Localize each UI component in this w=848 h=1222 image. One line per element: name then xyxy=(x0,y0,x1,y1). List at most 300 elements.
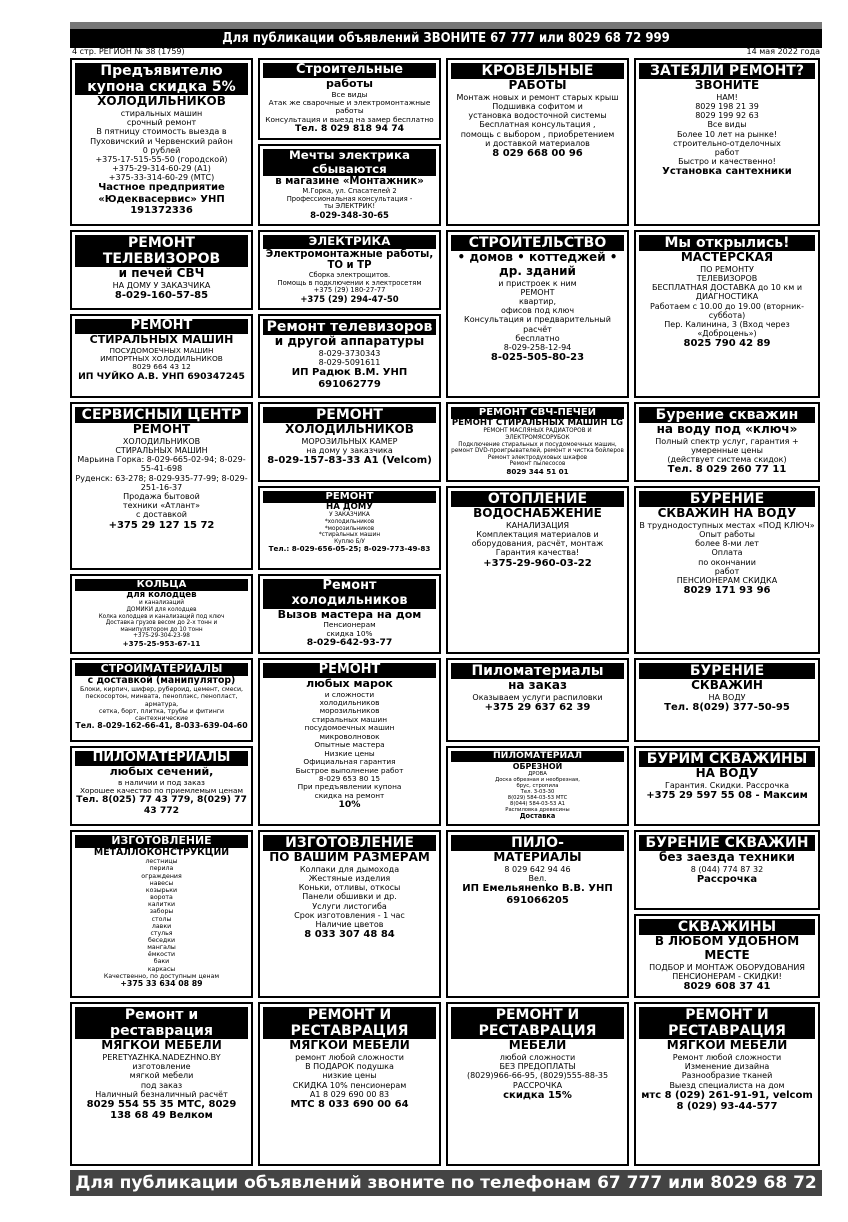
ad-line: ДОМИКИ для колодцев xyxy=(126,607,197,613)
ad-line: РЕМОНТ xyxy=(520,287,555,297)
ad-line: +375 29 127 15 72 xyxy=(108,519,215,531)
ad-line: КРОВЕЛЬНЫЕ xyxy=(451,63,624,79)
ad-line: БЕЗ ПРЕДОПЛАТЫ xyxy=(499,1062,576,1072)
ad-line: Предъявителю купона скидка 5% xyxy=(75,63,248,95)
ad-line: НА ДОМУ xyxy=(326,501,373,512)
ad-line: Ремонт любой сложности xyxy=(672,1052,782,1062)
ad-line: МЕТАЛЛОКОНСТРУКЦИЙ xyxy=(93,846,230,858)
ad-line: СКВАЖИНЫ xyxy=(639,919,815,935)
ad-line: и сложности xyxy=(324,689,375,699)
ad-line: пескосортон, минвата, пеноплэкс, пенопласт, арматура, xyxy=(85,693,238,708)
ad-line: ПЕНСИОНЕРАМ - СКИДКИ! xyxy=(672,971,782,981)
ad-line: козырьки xyxy=(145,886,178,894)
ad-line: СТИРАЛЬНЫХ МАШИН xyxy=(115,446,208,456)
ad-line: Все виды xyxy=(331,89,368,99)
ad-line: БУРЕНИЕ СКВАЖИН xyxy=(639,835,815,851)
ad-line: Гарантия качества! xyxy=(495,548,580,558)
ad-line: РЕМОНТ И РЕСТАВРАЦИЯ xyxy=(451,1007,624,1039)
ad-line: Выезд специалиста на дом xyxy=(669,1080,785,1090)
ad-line: Ремонт холодильников xyxy=(263,579,436,609)
advertisement xyxy=(258,574,441,654)
ad-line: ворота xyxy=(150,894,173,902)
ad-line: Оказываем услуги распиловки xyxy=(472,692,603,702)
ad-line: КОЛЬЦА xyxy=(75,579,248,591)
ad-line: 8-029 653 80 15 xyxy=(318,774,381,784)
ad-line: 8025 790 42 89 xyxy=(683,338,771,350)
ad-line: ИП Емельянenko В.В. УНП 691066205 xyxy=(462,883,613,906)
ad-line: ОТОПЛЕНИЕ xyxy=(451,491,624,507)
ad-line: 8-029-157-83-33 А1 (Velcom) xyxy=(267,455,432,467)
ad-line: РЕМОНТ xyxy=(263,663,436,678)
ad-line: +375-17-515-55-50 (городской) xyxy=(95,154,228,164)
ad-line: 8-029-258-12-94 xyxy=(503,343,572,352)
advertisement xyxy=(258,58,441,140)
ad-line: Профессиональная консультация - xyxy=(286,194,413,203)
ad-line: ПИЛОМАТЕРИАЛЫ xyxy=(75,751,248,766)
ad-line: ХОЛОДИЛЬНИКОВ xyxy=(97,94,226,109)
ad-line: РЕМОНТ xyxy=(263,491,436,503)
ad-line: Комплектация материалов и xyxy=(476,530,599,540)
ad-line: срочный ремонт xyxy=(126,118,197,128)
ad-line: СТРОЙМАТЕРИАЛЫ xyxy=(75,663,248,676)
ad-line: Ремонт и реставрация xyxy=(75,1007,248,1039)
ad-line: офисов под ключ xyxy=(500,306,575,316)
ad-line: РЕМОНТ xyxy=(75,319,248,334)
ad-line: Мечты электрика сбываются xyxy=(263,149,436,176)
ad-line: Услуги листогиба xyxy=(312,901,387,911)
ad-line: • домов • коттеджей • др. зданий xyxy=(457,250,618,278)
ad-line: Помощь в подключении к электросетям xyxy=(277,278,422,287)
ad-line: КАНАЛИЗАЦИЯ xyxy=(506,520,569,530)
ad-line: Куплю Б/У xyxy=(334,538,365,545)
ad-line: мтс 8 (029) 261-91-91, velcom 8 (029) 93-44-577 xyxy=(641,1089,813,1113)
ad-line: СКВАЖИН НА ВОДУ xyxy=(657,506,797,521)
ad-line: РЕМОНТ И РЕСТАВРАЦИЯ xyxy=(263,1007,436,1039)
advertisement xyxy=(258,658,441,826)
ad-line: Гарантия. Скидки. Рассрочка xyxy=(665,780,789,790)
ad-line: стиральных машин xyxy=(120,108,203,118)
advertisement xyxy=(446,746,629,826)
ad-line: 0 рублей xyxy=(142,145,181,155)
ad-line: ИП ЧУЙКО А.В. УНП 690347245 xyxy=(78,370,245,382)
ad-line: 8029 199 92 63 xyxy=(695,111,759,121)
advertisement xyxy=(258,314,441,398)
ad-line: на воду под «ключ» xyxy=(656,422,798,437)
ad-line: любых марок xyxy=(306,676,393,690)
ad-line: +375 29 637 62 39 xyxy=(484,702,591,714)
ad-line: Тел. 8(025) 77 43 779, 8(029) 77 43 772 xyxy=(76,794,247,816)
ad-line: СТРОИТЕЛЬСТВО xyxy=(451,235,624,251)
ad-line: работ xyxy=(714,566,740,576)
ad-line: (8029)966-66-95, (8029)555-88-35 xyxy=(466,1071,609,1081)
ad-line: СТИРАЛЬНЫХ МАШИН xyxy=(89,332,234,346)
advertisement xyxy=(70,230,253,310)
ad-line: Подшивка софитом и xyxy=(492,102,583,112)
ad-line: мангалы xyxy=(147,944,176,952)
advertisement xyxy=(70,658,253,742)
ad-line: +375 33 634 08 89 xyxy=(120,978,203,988)
ad-line: 8-029-5091611 xyxy=(318,358,381,368)
ad-line: РАССРОЧКА xyxy=(512,1080,563,1090)
ad-line: Работаем с 10.00 до 19.00 (вторник-суббота) xyxy=(649,301,805,320)
advertisement xyxy=(446,58,629,226)
ad-line: Опыт работы xyxy=(699,530,755,540)
ad-line: 8(029) 584-03-53 МТС xyxy=(507,794,568,801)
ad-line: ПИЛО- xyxy=(451,835,624,851)
ad-line: PERETYAZHKA.NADEZHNO.BY xyxy=(102,1052,221,1062)
ad-line: МОРОЗИЛЬНЫХ КАМЕР xyxy=(301,436,398,446)
ad-line: ИП Радюк В.М. УНП 691062779 xyxy=(291,367,408,390)
ad-line: РЕМОНТ СТИРАЛЬНЫХ МАШИН LG xyxy=(451,417,624,428)
ad-line: БЕСПЛАТНАЯ ДОСТАВКА до 10 км и ДИАГНОСТИКА xyxy=(651,283,803,302)
ad-line: Полный спектр услуг, гарантия + умеренные цены xyxy=(655,436,799,456)
ad-line: ИЗГОТОВЛЕНИЕ xyxy=(263,835,436,851)
ad-line: 8(044) 584-03-53 А1 xyxy=(509,800,566,807)
advertisement xyxy=(258,1002,441,1166)
ad-line: У ЗАКАЗЧИКА xyxy=(329,512,370,519)
advertisement xyxy=(70,402,253,570)
ad-line: Пер. Калинина, 3 (Вход через «Добрoцень») xyxy=(664,320,790,339)
ad-line: ВОДОСНАБЖЕНИЕ xyxy=(473,506,602,521)
ad-line: Бурение скважин xyxy=(639,407,815,423)
ad-line: НА ВОДУ xyxy=(695,766,759,781)
ad-line: ограждения xyxy=(141,872,182,880)
ad-line: работ xyxy=(714,148,740,158)
ad-line: с доставкой (манипулятор) xyxy=(87,674,236,686)
advertisement xyxy=(634,746,820,826)
advertisement xyxy=(446,230,629,398)
ad-line: столы xyxy=(151,915,172,923)
ad-line: СКВАЖИН xyxy=(691,678,763,693)
ad-line: Марьина Горка: 8-029-665-02-94; 8-029-55-41-698 xyxy=(77,455,246,474)
ad-line: *морозильников xyxy=(324,525,375,532)
ad-line: Колпаки для дымохода xyxy=(299,864,400,874)
ad-line: 8029 664 43 12 xyxy=(132,362,191,372)
ad-line: Ремонт электродуховых шкафов xyxy=(487,454,588,461)
advertisement xyxy=(634,486,820,654)
advertisement xyxy=(634,402,820,482)
ad-line: Тел. 8 029 818 94 74 xyxy=(294,123,405,135)
ad-line: 10% xyxy=(338,799,361,811)
ad-line: Низкие цены xyxy=(324,748,375,758)
ad-line: 8-029-348-30-65 xyxy=(310,210,389,221)
ad-line: скидка 10% xyxy=(326,628,373,638)
ad-line: 8-025-505-80-23 xyxy=(490,352,585,364)
ad-line: любой сложности xyxy=(499,1052,576,1062)
advertisement xyxy=(258,230,441,310)
ad-line: и печей СВЧ xyxy=(118,266,205,281)
ad-line: Пенсионерам xyxy=(323,620,376,630)
ad-line: Хорошее качество по приемлемым ценам xyxy=(79,785,244,795)
ad-line: ПО РЕМОНТУ xyxy=(700,264,754,274)
ad-line: перила xyxy=(149,865,174,873)
ad-line: МЯГКОЙ МЕБЕЛИ xyxy=(289,1038,410,1053)
ad-line: более 8-ми лет xyxy=(695,539,759,549)
ad-line: ЭЛЕКТРИКА xyxy=(263,235,436,249)
ad-line: беседки xyxy=(147,936,175,944)
ad-line: манипулятором до 10 тонн xyxy=(120,626,203,633)
advertisement xyxy=(446,402,629,482)
ad-line: Монтаж новых и ремонт старых крыш xyxy=(456,92,619,102)
ad-line: МЯГКОЙ МЕБЕЛИ xyxy=(101,1038,222,1053)
ad-line: 8 033 307 48 84 xyxy=(304,929,395,941)
ad-line: Тел. 8(029) 377-50-95 xyxy=(664,702,790,714)
ad-line: Тел. 8 029 260 77 11 xyxy=(667,464,787,476)
advertisement xyxy=(258,830,441,998)
ad-line: БУРИМ СКВАЖИНЫ xyxy=(639,751,815,767)
ad-line: А1 8 029 690 00 83 xyxy=(309,1089,390,1099)
ad-line: изготовление xyxy=(132,1062,191,1072)
ad-line: на дому у заказчика xyxy=(306,446,393,456)
ad-line: Мы открылись! xyxy=(639,235,815,251)
ad-line: каркасы xyxy=(147,965,176,973)
ad-line: РАБОТЫ xyxy=(508,78,567,93)
ad-line: холодильников xyxy=(319,697,380,707)
ad-line: *холодильников xyxy=(324,519,375,525)
advertisement xyxy=(446,1002,629,1166)
ad-line: Доставка xyxy=(519,812,556,821)
ad-line: ПЕНСИОНЕРАМ СКИДКА xyxy=(676,576,778,586)
ad-line: без заезда техники xyxy=(659,850,795,865)
ad-line: Вел. xyxy=(528,874,547,884)
ad-line: Колка колодцев и канализаций под ключ xyxy=(98,613,225,620)
ad-line: +375-29-960-03-22 xyxy=(483,557,592,569)
ad-line: 8029 608 37 41 xyxy=(683,981,771,993)
ad-line: В ПОДАРОК подушка xyxy=(305,1062,394,1072)
ad-line: техники «Атлант» xyxy=(122,501,201,511)
ad-line: 8 029 642 94 46 xyxy=(504,864,571,874)
ad-line: ОБРЕЗНОЙ xyxy=(512,761,563,771)
ad-line: мягкой мебели xyxy=(129,1071,194,1081)
ad-line: брус, стропила xyxy=(516,782,559,789)
ad-line: Продажа бытовой xyxy=(123,492,200,502)
ad-line: Жестяные изделия xyxy=(308,874,391,884)
ad-line: Официальная гарантия xyxy=(303,757,396,767)
header-banner: Для публикации объявлений ЗВОНИТЕ 67 777 или 8029 68 72 999 xyxy=(70,29,822,48)
ad-line: РЕМОНТ xyxy=(132,422,191,437)
ad-line: и канализаций xyxy=(139,600,184,607)
ad-line: Доска обрезная и необрезная, xyxy=(495,776,580,783)
ad-line: Атак же сварочные и электромонтажные работы xyxy=(268,97,431,116)
ad-line: +375 29 597 55 08 - Максим xyxy=(646,790,808,802)
ad-line: НА ДОМУ У ЗАКАЗЧИКА xyxy=(112,280,211,290)
ad-line: СЕРВИСНЫЙ ЦЕНТР xyxy=(75,407,248,423)
ad-line: Частное предприятие «Юдеквасервис» УНП 191372336 xyxy=(98,182,225,217)
ad-line: Консультация и выезд на замер бесплатно xyxy=(265,114,434,124)
ad-line: ПОСУДОМОЕЧНЫХ МАШИН xyxy=(109,345,214,355)
ad-line: оборудования, расчёт, монтаж xyxy=(471,539,604,549)
advertisement xyxy=(70,574,253,654)
ad-line: РЕМОНТ И РЕСТАВРАЦИЯ xyxy=(639,1007,815,1039)
ad-line: Опытные мастера xyxy=(314,740,385,750)
ad-line: СКИДКА 10% пенсионерам xyxy=(292,1080,407,1090)
ad-line: заборы xyxy=(149,908,174,916)
ad-line: Быстро и качественно! xyxy=(678,157,776,167)
ad-line: Все виды xyxy=(707,120,747,130)
ad-line: БУРЕНИЕ xyxy=(639,663,815,679)
advertisement xyxy=(634,1002,820,1166)
ad-line: МАТЕРИАЛЫ xyxy=(493,850,582,865)
ad-line: Строительные xyxy=(263,63,436,78)
ad-line: БУРЕНИЕ xyxy=(639,491,815,507)
ad-line: ремонт DVD-проигрывателей, ремонт и чистка бойлеров xyxy=(451,448,624,455)
ad-line: М.Горка, ул. Спасателей 2 xyxy=(302,186,397,195)
ad-line: Коньки, отливы, откосы xyxy=(298,883,401,893)
ad-line: навесы xyxy=(149,879,174,887)
ad-line: (действует система скидок) xyxy=(667,455,787,465)
advertisement xyxy=(634,830,820,910)
ad-line: Панели обшивки и др. xyxy=(302,892,397,902)
ad-line: стулья xyxy=(150,929,173,937)
ad-grid xyxy=(70,58,824,1166)
ad-line: работы xyxy=(326,76,373,90)
ad-line: НАМ! xyxy=(716,92,738,102)
advertisement xyxy=(634,914,820,998)
ad-line: ПИЛОМАТЕРИАЛ xyxy=(451,751,624,762)
ad-line: Быстрое выполнение работ xyxy=(295,765,404,775)
ad-line: Изменение дизайна xyxy=(684,1062,770,1072)
issue-number: 4 стр. РЕГИОН № 38 (1759) xyxy=(72,47,185,56)
advertisement xyxy=(258,402,441,482)
ad-line: 8 029 668 00 96 xyxy=(492,148,583,160)
ad-line: ПОДБОР И МОНТАЖ ОБОРУДОВАНИЯ xyxy=(649,962,805,972)
advertisement xyxy=(70,1002,253,1166)
advertisement xyxy=(634,658,820,742)
ad-line: Разнообразие тканей xyxy=(681,1071,773,1081)
ad-line: Ремонт телевизоров xyxy=(263,319,436,335)
ad-line: Блоки, кирпич, шифер, рубероид, цемент, смеси, xyxy=(80,686,243,694)
ad-line: посудомоечных машин xyxy=(304,723,395,733)
ad-line: +375-25-953-67-11 xyxy=(122,638,201,648)
ad-line: Срок изготовления - 1 час xyxy=(294,910,405,920)
ad-line: 8-029-160-57-85 xyxy=(114,290,209,302)
ad-line: Ремонт пылесосов xyxy=(509,461,566,468)
ad-line: Оплата xyxy=(711,548,743,558)
ad-line: Наличный безналичный расчёт xyxy=(95,1089,228,1099)
ad-line: бесплатно xyxy=(515,333,560,343)
advertisement xyxy=(446,830,629,998)
ad-line: ёмкости xyxy=(147,951,176,959)
ad-line: РЕМОНТ xyxy=(263,407,436,423)
ad-line: Распиловка древесины xyxy=(505,806,570,813)
ad-line: ХОЛОДИЛЬНИКОВ xyxy=(122,436,201,446)
ad-line: ремонт любой сложности xyxy=(295,1052,404,1062)
ad-line: Качественно, по доступным ценам xyxy=(103,972,220,980)
ad-line: скидка 15% xyxy=(503,1089,572,1101)
ad-line: Сборка электрощитов. xyxy=(308,270,391,279)
ad-line: МАСТЕРСКАЯ xyxy=(680,250,774,265)
ad-line: 8029 171 93 96 xyxy=(683,585,771,597)
ad-line: ПО ВАШИМ РАЗМЕРАМ xyxy=(269,850,430,865)
ad-line: лавки xyxy=(151,922,172,930)
ad-line: Консультация и предварительный расчёт xyxy=(464,315,611,334)
footer-banner: Для публикации объявлений звоните по телефонам 67 777 или 8029 68 72 999 xyxy=(70,1170,822,1196)
ad-line: на заказ xyxy=(508,678,567,693)
ad-line: Наличие цветов xyxy=(315,920,384,930)
ad-line: +375-29-314-60-29 (А1) xyxy=(112,164,211,174)
ad-line: калитки xyxy=(147,901,175,909)
ad-line: стиральных машин xyxy=(311,714,388,724)
ad-line: Установка сантехники xyxy=(662,166,792,178)
ad-line: ИЗГОТОВЛЕНИЕ xyxy=(75,835,248,848)
advertisement xyxy=(258,486,441,570)
ad-line: сетка, борт, плитка, трубы и фитинги сантехнические xyxy=(98,707,225,722)
ad-line: В ЛЮБОМ УДОБНОМ МЕСТЕ xyxy=(654,934,800,962)
ad-line: ХОЛОДИЛЬНИКОВ xyxy=(285,422,414,437)
ad-line: Более 10 лет на рынке! xyxy=(676,129,778,139)
ad-line: ЗАТЕЯЛИ РЕМОНТ? xyxy=(639,63,815,79)
ad-line: РЕМОНТ СВЧ-ПЕЧЕЙ xyxy=(451,407,624,419)
advertisement xyxy=(634,230,820,398)
ad-line: +375-29-304-23-98 xyxy=(133,633,190,640)
issue-date: 14 мая 2022 года xyxy=(746,47,820,56)
ad-line: Тел.: 8-029-656-05-25; 8-029-773-49-83 xyxy=(268,544,431,554)
ad-line: Бесплатная консультация , xyxy=(479,120,596,130)
ad-line: в наличии и под заказ xyxy=(118,777,205,787)
ad-line: Пиломатериалы xyxy=(451,663,624,679)
ad-line: помощь с выбором , приобретением xyxy=(460,129,615,139)
ad-line: и доставкой материалов xyxy=(485,138,590,148)
advertisement xyxy=(70,314,253,398)
ad-line: РЕМОНТ ТЕЛЕВИЗОРОВ xyxy=(75,235,248,267)
ad-line: под заказ xyxy=(140,1080,183,1090)
ad-line: 8 (044) 774 87 32 xyxy=(690,864,764,874)
ad-line: Тел. 8-029-162-66-41, 8-033-639-04-60 xyxy=(75,721,248,731)
ad-line: ДРОВА xyxy=(528,770,547,777)
ad-line: для колодцев xyxy=(126,589,197,600)
ad-line: баки xyxy=(153,958,170,966)
ad-line: 8-029-642-93-77 xyxy=(306,637,393,649)
ad-line: с доставкой xyxy=(136,510,187,520)
ad-line: Тел. 3-03-30 xyxy=(520,788,555,795)
ad-line: РЕМОНТ МАСЛЯНЫХ РАДИАТОРОВ И ЭЛЕКТРОМЯСОРУБОК xyxy=(483,428,592,441)
ad-line: Подключение стиральных и посудомоечных машин, xyxy=(458,441,617,448)
ad-line: строительно-отделочных xyxy=(673,138,781,148)
ad-line: +375 (29) 294-47-50 xyxy=(300,294,399,305)
ad-line: ЗВОНИТЕ xyxy=(694,78,760,93)
ad-line: ТЕЛЕВИЗОРОВ xyxy=(696,274,758,284)
ad-line: квартир, xyxy=(518,297,556,307)
advertisement xyxy=(446,658,629,742)
ad-line: Пуховичский и Червенский район xyxy=(90,136,233,146)
ad-line: Вызов мастера на дом xyxy=(277,607,422,621)
ad-line: морозильников xyxy=(319,706,380,716)
ad-line: МЯГКОЙ МЕБЕЛИ xyxy=(666,1038,788,1053)
ad-line: 8029 554 55 35 МТС, 8029 138 68 49 Велком xyxy=(86,1098,237,1122)
ad-line: любых сечений, xyxy=(109,764,214,778)
ad-line: МТС 8 033 690 00 64 xyxy=(290,1098,409,1110)
ad-line: установка водосточной системы xyxy=(468,111,607,121)
ad-line: При предъявлении купона xyxy=(297,782,402,792)
ad-line: 8029 198 21 39 xyxy=(695,102,759,112)
ad-line: микроволновок xyxy=(319,731,380,741)
ad-line: НА ВОДУ xyxy=(708,692,746,702)
ad-line: в магазине «Монтажник» xyxy=(275,176,424,188)
advertisement xyxy=(70,58,253,226)
ad-line: 8-029-3730343 xyxy=(318,348,381,358)
advertisement xyxy=(70,746,253,826)
ad-line: +375 (29) 180-27-77 xyxy=(313,286,386,295)
ad-line: скидка на ремонт xyxy=(314,790,385,800)
ad-line: ИМПОРТНЫХ ХОЛОДИЛЬНИКОВ xyxy=(100,353,223,363)
ad-line: +375-33-314-60-29 (МТС) xyxy=(108,173,215,183)
ad-line: Рассрочка xyxy=(696,874,758,886)
advertisement xyxy=(258,144,441,226)
ad-line: В пятницу стоимость выезда в xyxy=(96,127,227,137)
ad-line: Доставка грузов весом до 2-х тонн и xyxy=(105,620,218,627)
ad-line: и пристроек к ним xyxy=(498,278,577,288)
ad-line: Руденск: 63-278; 8-029-935-77-99; 8-029-251-16-37 xyxy=(75,473,248,492)
